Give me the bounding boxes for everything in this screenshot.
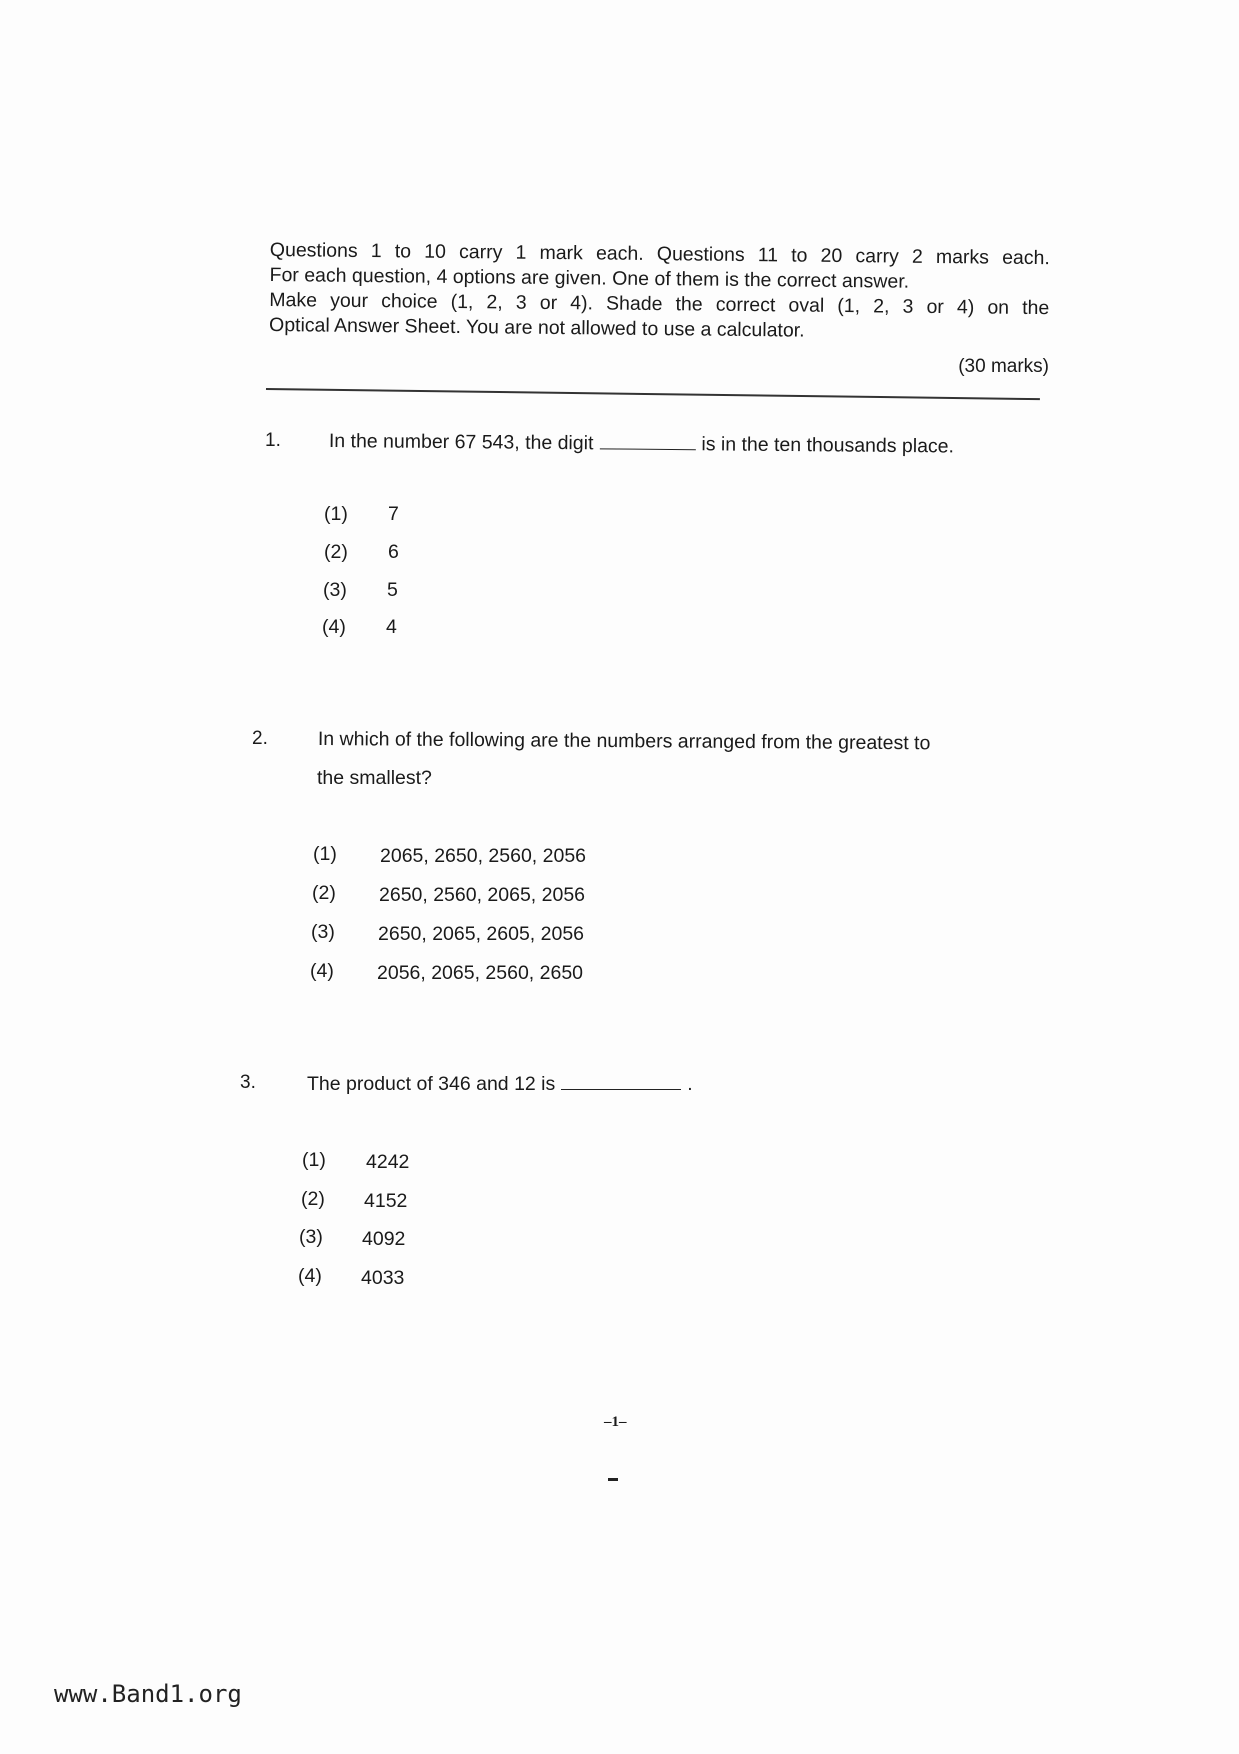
option-value: 7: [388, 503, 399, 525]
option-value: 6: [388, 541, 399, 563]
option-value: 4152: [364, 1190, 408, 1212]
divider: [266, 388, 1040, 400]
option-value: 4: [386, 616, 397, 638]
question-2-number: 2.: [252, 728, 268, 749]
option-label: (2): [324, 541, 348, 563]
instruction-line: Questions 1 to 10 carry 1 mark each. Questions 11 to 20 carry 2 marks each.: [269, 238, 1050, 270]
option-label: (1): [324, 503, 348, 525]
option-value: 4033: [361, 1267, 405, 1289]
question-1-text-before: In the number 67 543, the digit: [328, 430, 594, 455]
option-label: (2): [312, 882, 336, 904]
question-3-text-before: The product of 346 and 12 is: [307, 1073, 556, 1095]
option-label: (2): [301, 1188, 325, 1210]
question-3-number: 3.: [240, 1072, 256, 1093]
option-label: (4): [322, 616, 346, 638]
answer-blank: [561, 1088, 681, 1090]
scan-mark: [608, 1478, 618, 1481]
option-label: (1): [313, 843, 337, 865]
answer-blank: [599, 447, 695, 450]
instruction-line: Make your choice (1, 2, 3 or 4). Shade the correct oval (1, 2, 3 or 4) on the: [269, 288, 1050, 320]
question-3-text: [307, 1073, 693, 1096]
instructions: [269, 238, 1050, 346]
option-value: 4092: [362, 1228, 406, 1250]
option-label: (1): [302, 1149, 326, 1171]
option-label: (4): [310, 960, 334, 982]
option-value: 2065, 2650, 2560, 2056: [380, 845, 587, 867]
question-2-text-line1: In which of the following are the numbers arranged from the greatest to: [317, 728, 931, 755]
instruction-line: For each question, 4 options are given. One of them is the correct answer.: [269, 263, 910, 293]
question-1-text-after: is in the ten thousands place.: [701, 433, 955, 458]
watermark: www.Band1.org: [54, 1680, 242, 1708]
total-marks: (30 marks): [958, 356, 1049, 377]
option-label: (3): [323, 579, 347, 601]
option-label: (3): [299, 1226, 323, 1248]
option-label: (4): [298, 1265, 322, 1287]
instruction-line: Optical Answer Sheet. You are not allowed to use a calculator.: [268, 313, 805, 342]
page-number: –1–: [604, 1414, 627, 1430]
question-1-number: 1.: [265, 430, 281, 451]
option-value: 2056, 2065, 2560, 2650: [377, 962, 584, 984]
option-label: (3): [311, 921, 335, 943]
option-value: 5: [387, 579, 398, 601]
question-2-text-line2: the smallest?: [317, 767, 432, 789]
question-1-text: [329, 430, 954, 458]
option-value: 2650, 2560, 2065, 2056: [379, 884, 586, 906]
option-value: 4242: [366, 1151, 410, 1173]
option-value: 2650, 2065, 2605, 2056: [378, 923, 585, 945]
question-3-text-after: .: [687, 1073, 693, 1095]
